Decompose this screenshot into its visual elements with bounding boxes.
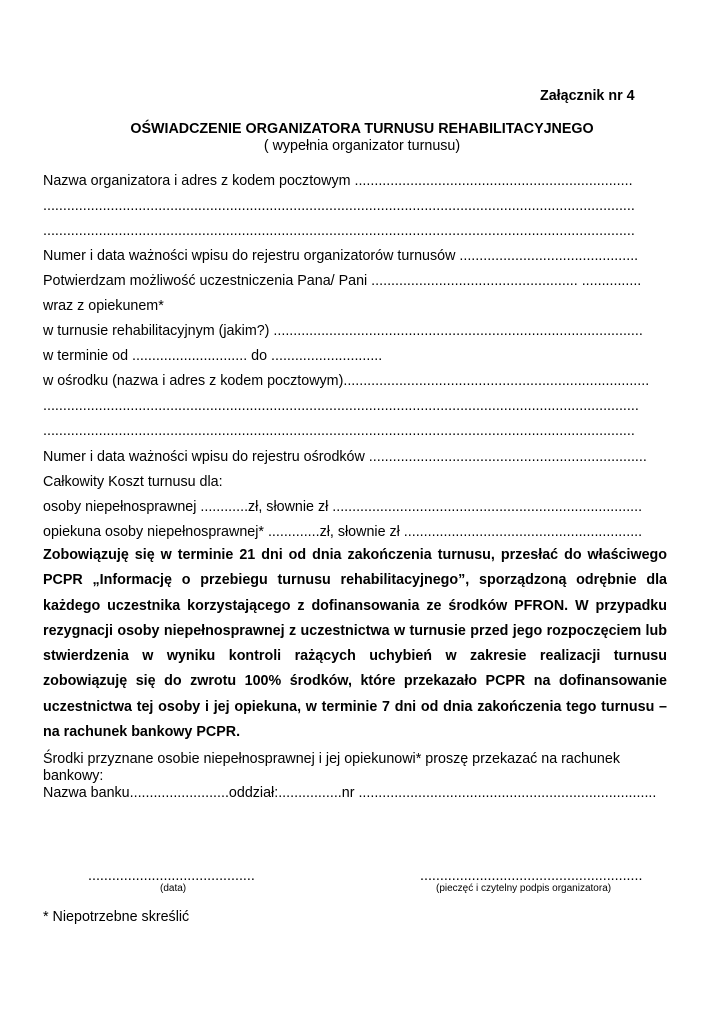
center-registry-line: Numer i data ważności wpisu do rejestru ośrodków ...................................................................... xyxy=(43,449,647,465)
footnote: * Niepotrzebne skreślić xyxy=(43,909,190,925)
organizer-address-line-3: ..................................................................................................................................................... xyxy=(43,223,635,239)
organizer-signature-label: (pieczęć i czytelny podpis organizatora) xyxy=(436,883,612,894)
cost-disabled-person-line: osoby niepełnosprawnej ............zł, słownie zł .............................................................................. xyxy=(43,499,643,515)
bank-transfer-line-1: Środki przyznane osobie niepełnosprawnej i jej opiekunowi* proszę przekazać na rachunek xyxy=(43,751,620,767)
organizer-registry-line: Numer i data ważności wpisu do rejestru organizatorów turnusów ............................................. xyxy=(43,248,639,264)
turnus-type-line: w turnusie rehabilitacyjnym (jakim?) ............................................................................................. xyxy=(43,323,643,339)
annex-number: Załącznik nr 4 xyxy=(540,88,635,104)
bank-transfer-line-2: bankowy: xyxy=(43,768,104,784)
bank-name-line: Nazwa banku.........................oddział:................nr ........................................................................... xyxy=(43,785,657,801)
organizer-name-line: Nazwa organizatora i adres z kodem pocztowym ...................................................................... xyxy=(43,173,633,189)
organizer-address-line-2: ..................................................................................................................................................... xyxy=(43,198,635,214)
document-subtitle: ( wypełnia organizator turnusu) xyxy=(263,138,461,154)
organizer-signature-dots: ........................................................ xyxy=(420,868,643,884)
with-caregiver-line: wraz z opiekunem* xyxy=(43,298,164,314)
participant-confirm-line: Potwierdzam możliwość uczestniczenia Pana/ Pani .................................................... ............... xyxy=(43,273,642,289)
obligation-paragraph: Zobowiązuję się w terminie 21 dni od dnia zakończenia turnusu, przesłać do właściwego PCPR „Informację o przebiegu turnusu rehabilitacyjnego”, sporządzoną odrębnie dla każdego uczestnika korzystającego z dofinansowania ze środków PFRON. W przypadku rezygnacji osoby niepełnosprawnej z uczestnictwa w turnusie przed jego rozpoczęciem lub stwierdzenia w wyniku kontroli rażących uchybień w zakresie realizacji turnusu zobowiązuję się do zwrotu 100% środków, które przekazało PCPR na dofinansowanie uczestnictwa tej osoby i jej opiekuna, w terminie 7 dni od dnia zakończenia tego turnusu – na rachunek bankowy PCPR. xyxy=(43,547,667,741)
cost-caregiver-line: opiekuna osoby niepełnosprawnej* .............zł, słownie zł ............................................................ xyxy=(43,524,643,540)
date-signature-dots: .......................................... xyxy=(88,868,255,884)
center-name-line: w ośrodku (nazwa i adres z kodem pocztowym)............................................................................. xyxy=(43,373,650,389)
date-label: (data) xyxy=(160,883,187,894)
center-address-line-3: ..................................................................................................................................................... xyxy=(43,423,635,439)
document-title: OŚWIADCZENIE ORGANIZATORA TURNUSU REHABILITACYJNEGO xyxy=(130,121,594,137)
total-cost-label: Całkowity Koszt turnusu dla: xyxy=(43,474,223,490)
center-address-line-2: ...................................................................................................................................................... xyxy=(43,398,639,414)
term-dates-line: w terminie od ............................. do ............................ xyxy=(43,348,383,364)
